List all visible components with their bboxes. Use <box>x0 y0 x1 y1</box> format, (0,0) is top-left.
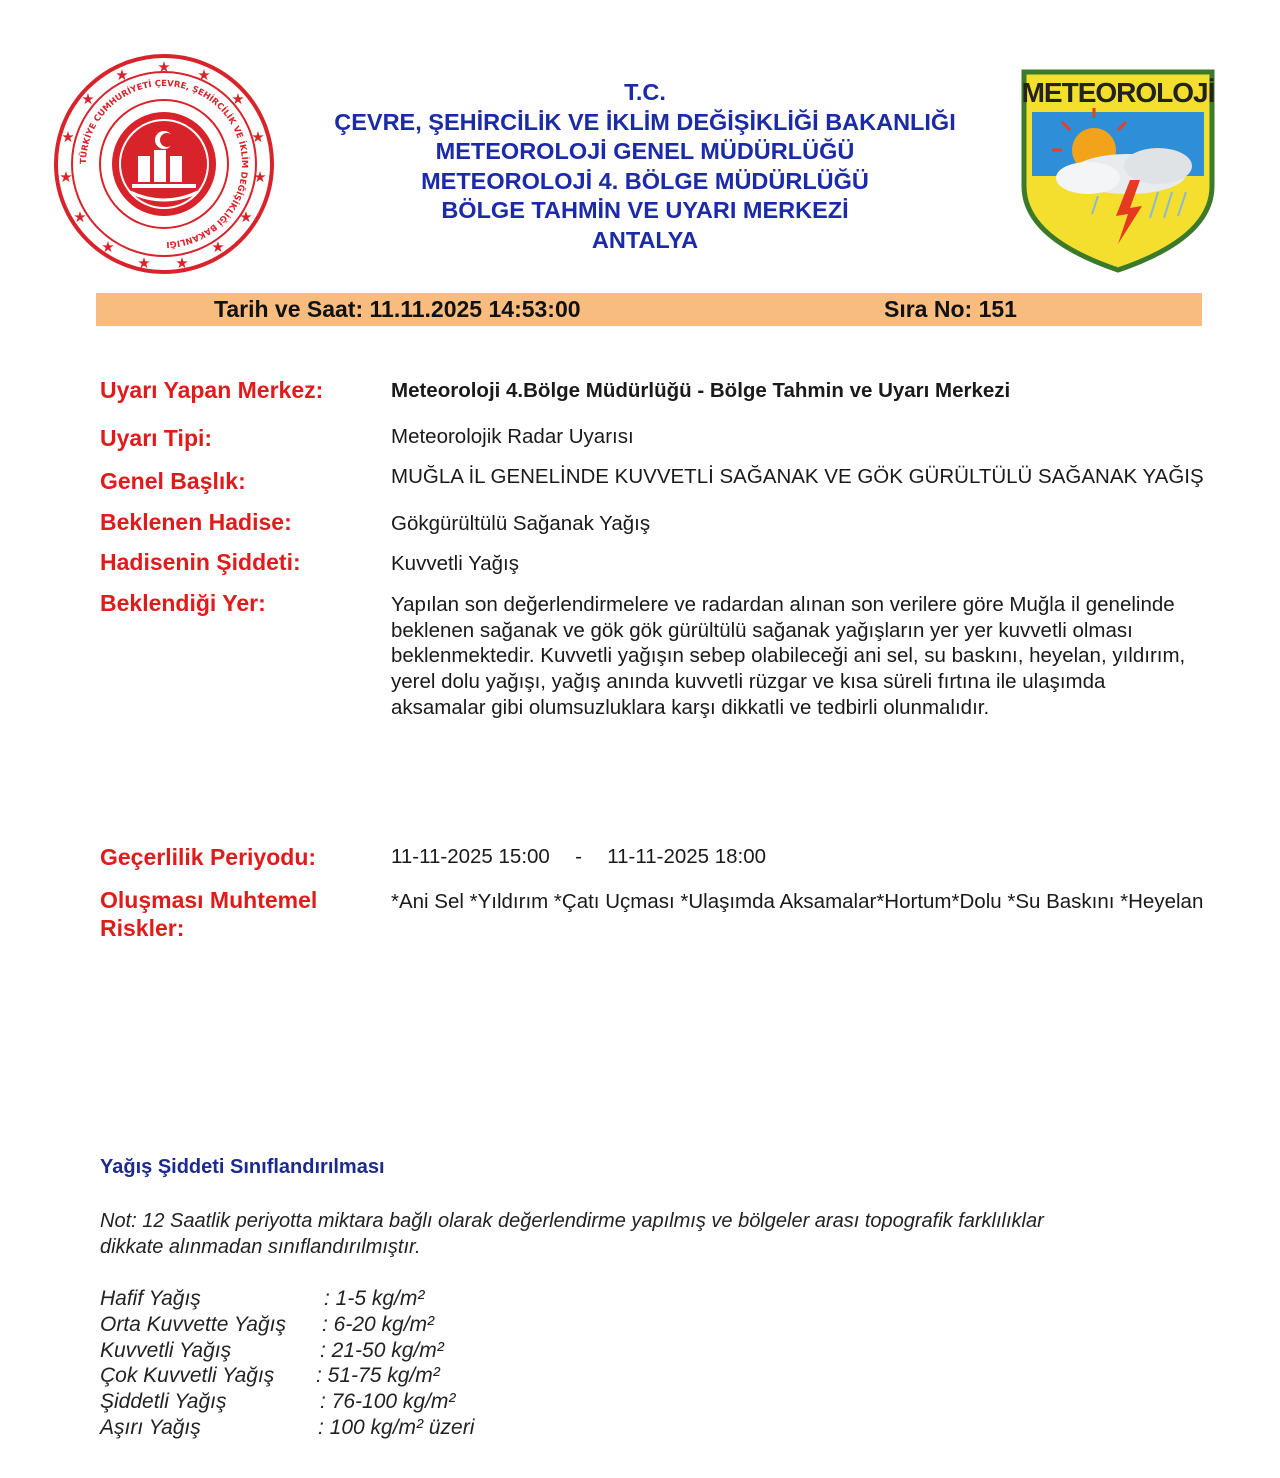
info-bar <box>96 293 1202 326</box>
svg-text:★: ★ <box>137 254 151 272</box>
svg-text:METEOROLOJİ: METEOROLOJİ <box>1021 77 1215 108</box>
class-value: : 6-20 kg/m² <box>322 1312 435 1336</box>
severity-label: Hadisenin Şiddeti: <box>100 549 301 575</box>
class-name: Çok Kuvvetli Yağış <box>100 1364 275 1388</box>
risks-value: *Ani Sel *Yıldırım *Çatı Uçması *Ulaşımda Aksamalar*Hortum*Dolu *Su Baskını *Heyelan <box>391 890 1204 913</box>
validity-period <box>391 844 1221 870</box>
center-value: Meteoroloji 4.Bölge Müdürlüğü - Bölge Tahmin ve Uyarı Merkezi <box>391 379 1011 402</box>
meteoroloji-logo-icon <box>1018 68 1218 273</box>
risks-label: Oluşması Muhtemel Riskler: <box>100 887 318 941</box>
svg-text:★: ★ <box>175 254 189 272</box>
class-name: Şiddetli Yağış <box>100 1390 227 1414</box>
svg-text:★: ★ <box>61 128 75 146</box>
header-line-tc: T.C. <box>624 79 666 105</box>
validity-separator: - <box>575 845 582 868</box>
svg-text:★: ★ <box>81 90 95 108</box>
sequence-number: Sıra No: 151 <box>884 296 1017 322</box>
date-time: Tarih ve Saat: 11.11.2025 14:53:00 <box>214 296 581 322</box>
location-value: Yapılan son değerlendirmelere ve radardan alınan son verilere göre Muğla il genelinde beklenen sağanak ve gök gök gürültülü sağanak yağışların yer yer kuvvetli olması beklenmektedir. Kuvvetli yağışın sebep olabileceği ani sel, su baskını, heyelan, yıldırım, yerel dolu yağışı, yağış anında kuvvetli rüzgar ve kısa süreli fırtına ile ulaşımda aksamalar gibi olumsuzluklara karşı dikkatli ve tedbirli olunmalıdır. <box>391 593 1186 719</box>
heading-label: Genel Başlık: <box>100 468 246 494</box>
svg-text:★: ★ <box>239 208 253 226</box>
type-value: Meteorolojik Radar Uyarısı <box>391 425 634 448</box>
type-label: Uyarı Tipi: <box>100 425 213 451</box>
header-line-center: BÖLGE TAHMİN VE UYARI MERKEZİ <box>441 197 849 223</box>
class-name: Orta Kuvvette Yağış <box>100 1312 286 1336</box>
svg-text:★: ★ <box>197 66 211 84</box>
svg-text:★: ★ <box>231 90 245 108</box>
center-label: Uyarı Yapan Merkez: <box>100 377 324 403</box>
svg-text:★: ★ <box>157 58 171 76</box>
location-label: Beklendiği Yer: <box>100 590 266 616</box>
svg-text:★: ★ <box>253 168 267 186</box>
svg-text:★: ★ <box>211 238 225 256</box>
validity-start: 11-11-2025 15:00 <box>391 845 550 868</box>
class-name: Aşırı Yağış <box>100 1415 201 1439</box>
severity-value: Kuvvetli Yağış <box>391 552 520 575</box>
svg-text:★: ★ <box>59 168 73 186</box>
classification-title: Yağış Şiddeti Sınıflandırılması <box>100 1156 385 1178</box>
class-name: Kuvvetli Yağış <box>100 1338 232 1362</box>
svg-text:★: ★ <box>73 208 87 226</box>
header-line-directorate: METEOROLOJİ GENEL MÜDÜRLÜĞÜ <box>435 138 855 164</box>
header-line-ministry: ÇEVRE, ŞEHİRCİLİK VE İKLİM DEĞİŞİKLİĞİ BAKANLIĞI <box>334 108 956 135</box>
class-value: : 76-100 kg/m² <box>320 1390 456 1414</box>
header-line-region: METEOROLOJİ 4. BÖLGE MÜDÜRLÜĞÜ <box>421 167 869 194</box>
header-line-city: ANTALYA <box>591 226 699 253</box>
classification-note: Not: 12 Saatlik periyotta miktara bağlı olarak değerlendirme yapılmış ve bölgeler arası topografik farklılıklar dikkate alınmadan sınıflandırılmıştır. <box>100 1210 1044 1258</box>
event-value: Gökgürültülü Sağanak Yağış <box>391 512 651 535</box>
svg-text:★: ★ <box>115 66 129 84</box>
svg-text:★: ★ <box>251 128 265 146</box>
validity-label: Geçerlilik Periyodu: <box>100 844 317 870</box>
class-value: : 1-5 kg/m² <box>324 1287 425 1310</box>
svg-text:TÜRKİYE CUMHURİYETİ ÇEVRE, ŞEH: TÜRKİYE CUMHURİYETİ ÇEVRE, ŞEHİRCİLİK VE İKLİM DEĞİŞİKLİĞİ BAKANLIĞI <box>78 78 250 250</box>
event-label: Beklenen Hadise: <box>100 509 292 535</box>
header-title <box>300 78 990 255</box>
class-name: Hafif Yağış <box>100 1287 201 1310</box>
class-value: : 21-50 kg/m² <box>320 1338 444 1362</box>
svg-text:★: ★ <box>101 238 115 256</box>
class-value: : 51-75 kg/m² <box>316 1364 440 1388</box>
heading-value: MUĞLA İL GENELİNDE KUVVETLİ SAĞANAK VE GÖK GÜRÜLTÜLÜ SAĞANAK YAĞIŞ <box>391 465 1204 488</box>
class-value: : 100 kg/m² üzeri <box>318 1415 475 1439</box>
ministry-seal-icon <box>52 52 276 276</box>
validity-end: 11-11-2025 18:00 <box>607 845 767 868</box>
